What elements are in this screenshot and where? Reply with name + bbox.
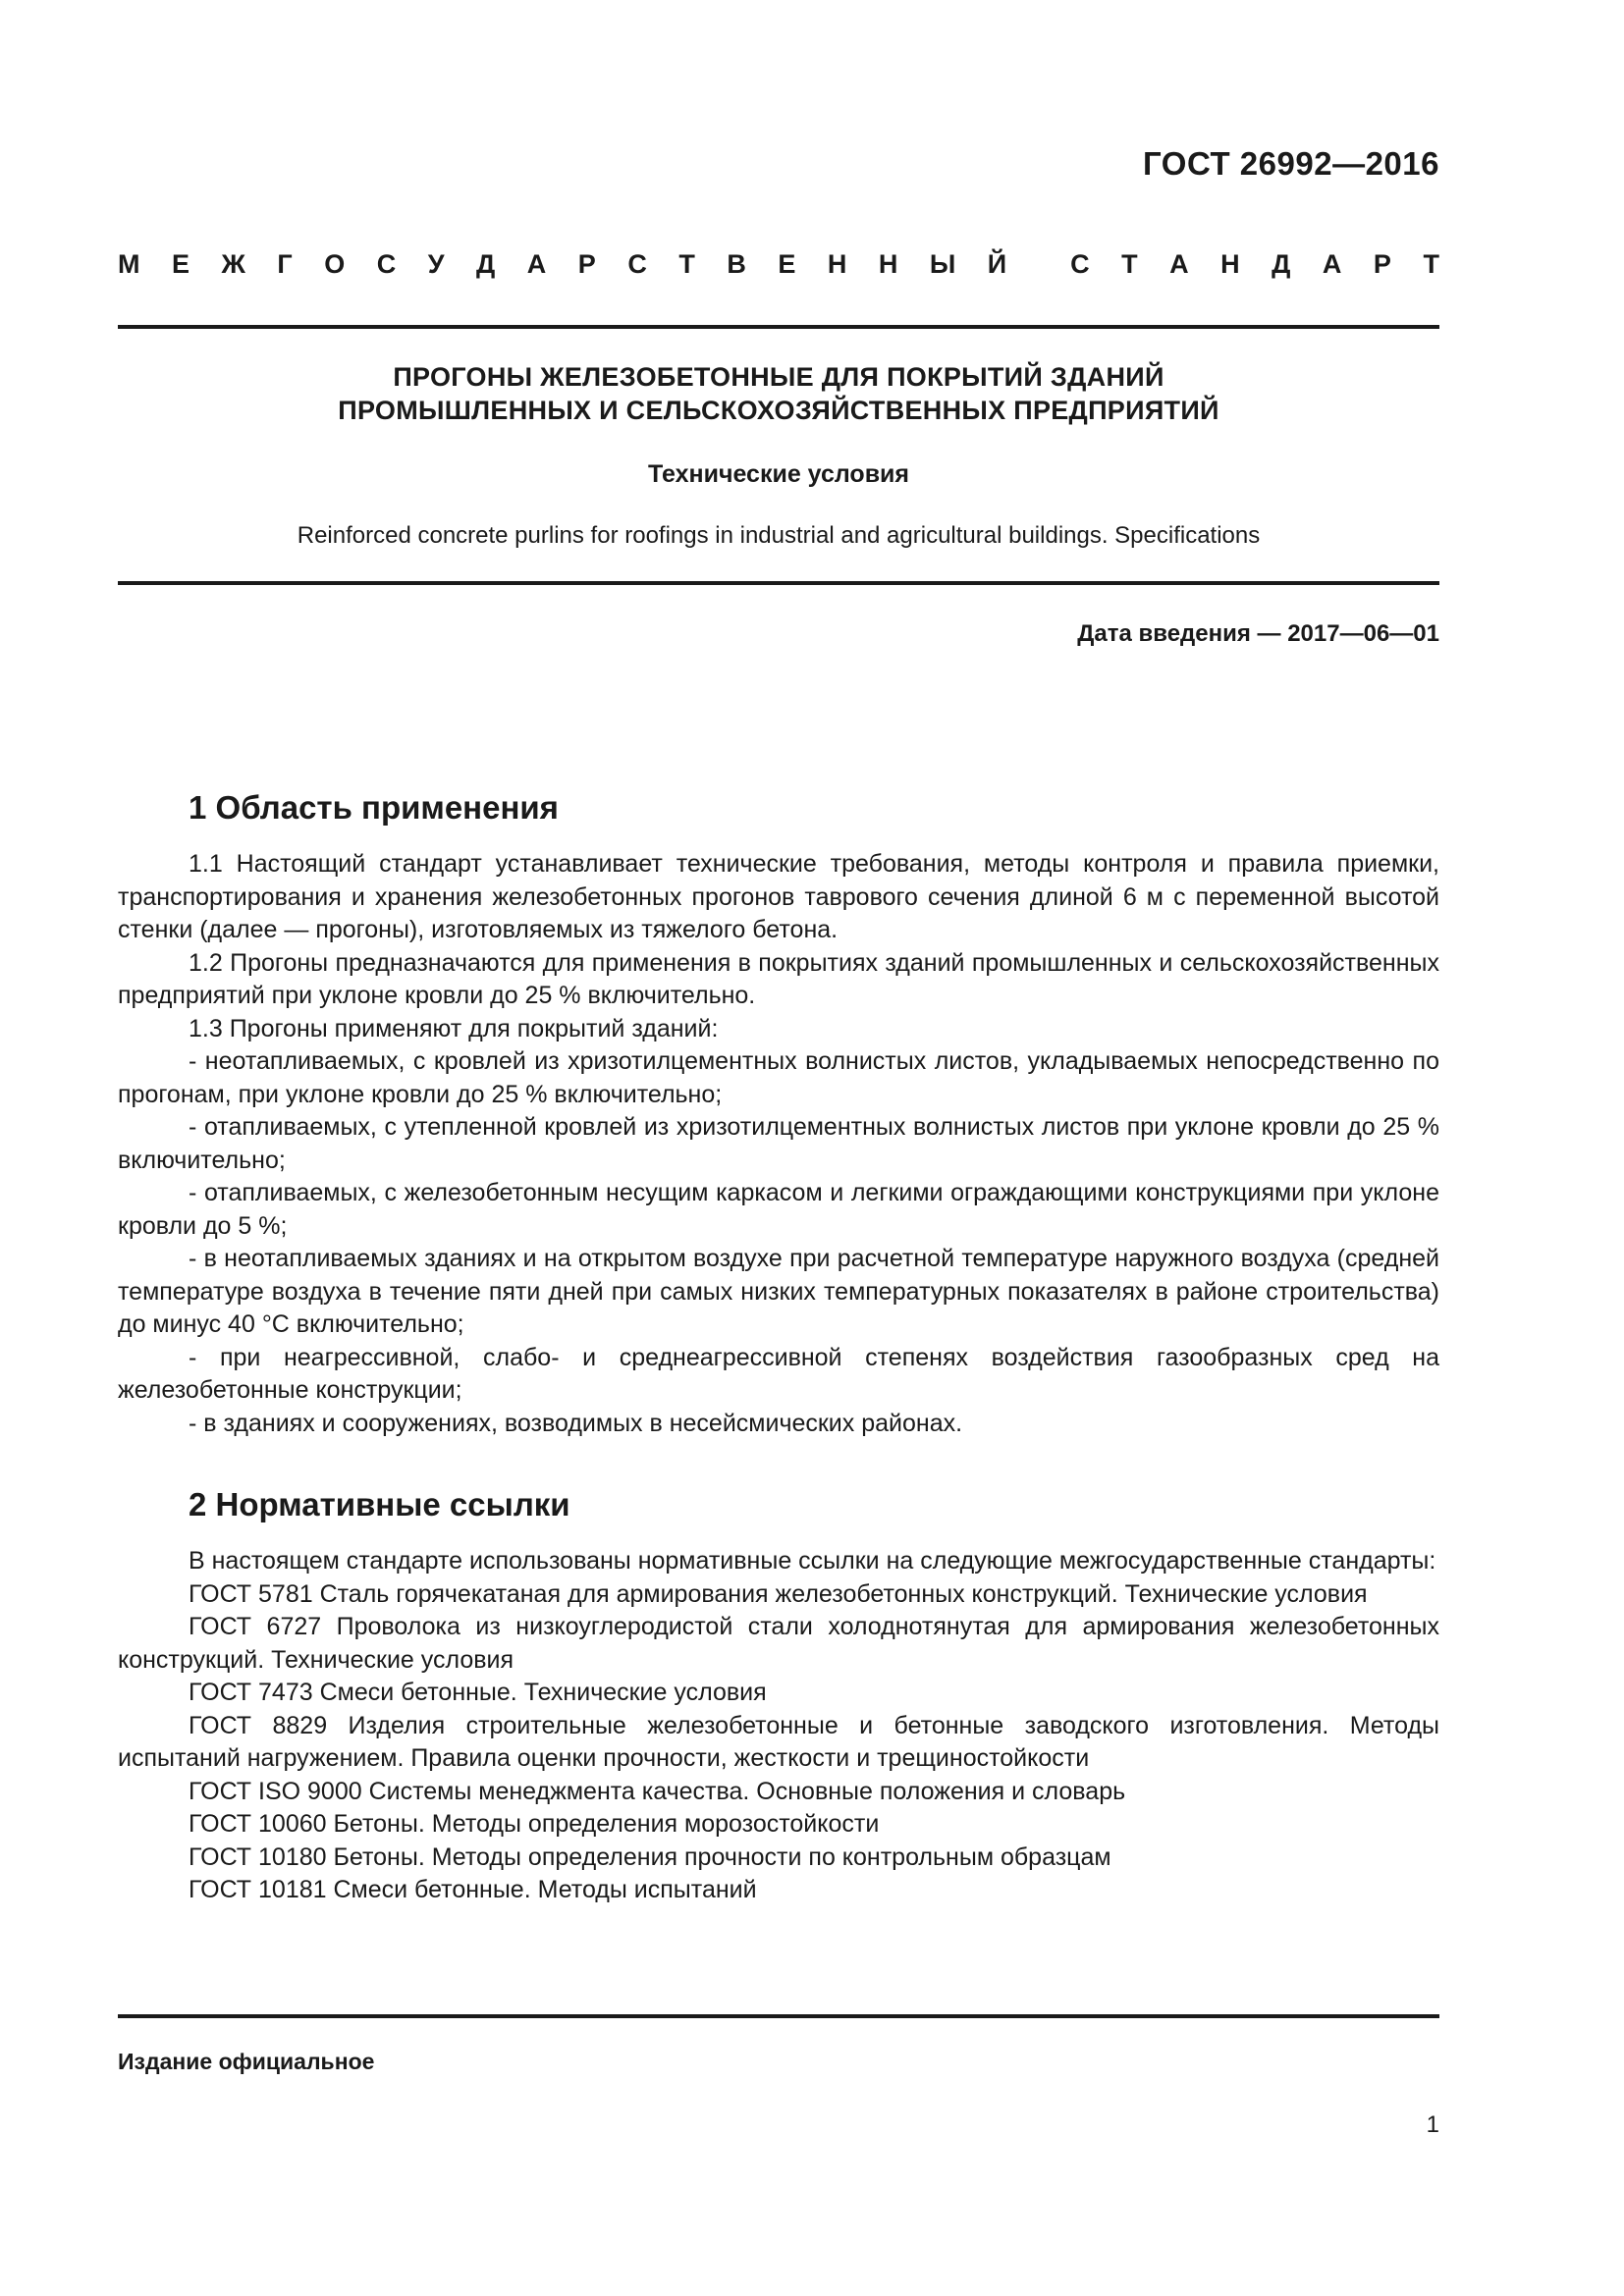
standard-type-letter: Н bbox=[827, 249, 847, 279]
footer-divider bbox=[118, 2014, 1439, 2018]
list-item: - неотапливаемых, с кровлей из хризотилцементных волнистых листов, укладываемых непосредственно по прогонам, при уклоне кровли до 25 % включительно; bbox=[118, 1047, 1439, 1108]
standard-type-letter: Р bbox=[1373, 249, 1391, 279]
standard-type-letter: А bbox=[1322, 249, 1342, 279]
reference-item: ГОСТ 7473 Смеси бетонные. Технические условия bbox=[189, 1679, 767, 1706]
document-title bbox=[118, 360, 1439, 427]
standard-type-letter: Й bbox=[987, 249, 1007, 279]
standard-type-letter: С bbox=[1070, 249, 1090, 279]
introduction-date: Дата введения — 2017—06—01 bbox=[1077, 620, 1439, 647]
top-divider bbox=[118, 325, 1439, 329]
document-subtitle: Технические условия bbox=[647, 460, 910, 488]
title-line-2: ПРОМЫШЛЕННЫХ И СЕЛЬСКОХОЗЯЙСТВЕННЫХ ПРЕДПРИЯТИЙ bbox=[338, 396, 1219, 425]
standard-type-letter: Ы bbox=[929, 249, 956, 279]
section-1-heading-block bbox=[118, 788, 1439, 828]
standard-type-letter: Д bbox=[1272, 249, 1291, 279]
standard-type-letter: Н bbox=[1220, 249, 1240, 279]
standard-type-letter: Ж bbox=[221, 249, 245, 279]
title-line-1: ПРОГОНЫ ЖЕЛЕЗОБЕТОННЫЕ ДЛЯ ПОКРЫТИЙ ЗДАНИЙ bbox=[393, 362, 1164, 392]
standard-type-letter: Е bbox=[172, 249, 190, 279]
reference-item: ГОСТ 10180 Бетоны. Методы определения прочности по контрольным образцам bbox=[189, 1842, 1111, 1871]
paragraph: В настоящем стандарте использованы нормативные ссылки на следующие межгосударственные стандарты: bbox=[189, 1547, 1436, 1575]
standard-type-letter: Т bbox=[1423, 249, 1439, 279]
standard-type-letter: С bbox=[376, 249, 397, 279]
standard-type-letter: Р bbox=[577, 249, 596, 279]
reference-item: ГОСТ 8829 Изделия строительные железобетонные и бетонные заводского изготовления. Методы испытаний нагружением. Правила оценки прочности, жесткости и трещиностойкости bbox=[118, 1711, 1439, 1772]
document-code: ГОСТ 26992—2016 bbox=[1143, 145, 1439, 182]
list-item: - отапливаемых, с утепленной кровлей из хризотилцементных волнистых листов при уклоне кровли до 25 % включительно; bbox=[118, 1113, 1439, 1174]
standard-type-letter: Е bbox=[778, 249, 796, 279]
reference-item: ГОСТ ISO 9000 Системы менеджмента качества. Основные положения и словарь bbox=[189, 1777, 1126, 1805]
page-number: 1 bbox=[1426, 2111, 1439, 2138]
section-2-heading-block bbox=[118, 1485, 1439, 1524]
section-2-body bbox=[118, 1545, 1439, 1907]
standard-type-letter: У bbox=[427, 249, 445, 279]
paragraph: 1.1 Настоящий стандарт устанавливает технические требования, методы контроля и правила приемки, транспортирования и хранения железобетонных прогонов таврового сечения длиной 6 м с переменной высотой стенки (далее — прогоны), изготовляемых из тяжелого бетона. bbox=[118, 850, 1439, 943]
list-item: - отапливаемых, с железобетонным несущим каркасом и легкими ограждающими конструкциями при уклоне кровли до 5 %; bbox=[118, 1179, 1439, 1240]
section-2-heading: 2 Нормативные ссылки bbox=[189, 1486, 570, 1522]
standard-type-letter: М bbox=[118, 249, 140, 279]
standard-type-letter: Г bbox=[277, 249, 293, 279]
standard-type-letter: Д bbox=[476, 249, 496, 279]
english-title: Reinforced concrete purlins for roofings in industrial and agricultural buildings. Specifications bbox=[297, 522, 1261, 549]
standard-type-heading bbox=[118, 249, 1439, 280]
standard-type-letter: Т bbox=[1121, 249, 1138, 279]
standard-type-letter: А bbox=[1169, 249, 1189, 279]
standard-type-letter: О bbox=[324, 249, 346, 279]
reference-item: ГОСТ 10181 Смеси бетонные. Методы испытаний bbox=[189, 1876, 757, 1903]
section-1-body bbox=[118, 848, 1439, 1440]
standard-type-letter: Н bbox=[878, 249, 898, 279]
section-1-heading: 1 Область применения bbox=[189, 789, 559, 826]
reference-item: ГОСТ 5781 Сталь горячекатаная для армирования железобетонных конструкций. Технические условия bbox=[189, 1579, 1368, 1608]
standard-type-letter: В bbox=[727, 249, 746, 279]
standard-type-letter: А bbox=[526, 249, 547, 279]
paragraph: 1.2 Прогоны предназначаются для применения в покрытиях зданий промышленных и сельскохозяйственных предприятий при уклоне кровли до 25 % включительно. bbox=[118, 948, 1439, 1009]
reference-item: ГОСТ 10060 Бетоны. Методы определения морозостойкости bbox=[189, 1810, 880, 1838]
list-item: - в зданиях и сооружениях, возводимых в несейсмических районах. bbox=[189, 1409, 963, 1437]
standard-type-letter: Т bbox=[678, 249, 695, 279]
standard-type-letter: С bbox=[627, 249, 647, 279]
list-item: - в неотапливаемых зданиях и на открытом воздухе при расчетной температуре наружного воздуха (средней температуре воздуха в течение пяти дней при самых низких температурных показателях в районе строительства) до минус 40 °С включительно; bbox=[118, 1245, 1439, 1338]
paragraph: 1.3 Прогоны применяют для покрытий зданий: bbox=[189, 1014, 719, 1042]
reference-item: ГОСТ 6727 Проволока из низкоуглеродистой стали холоднотянутая для армирования железобетонных конструкций. Технические условия bbox=[118, 1613, 1439, 1674]
list-item: - при неагрессивной, слабо- и среднеагрессивной степенях воздействия газообразных сред на железобетонные конструкции; bbox=[118, 1343, 1439, 1404]
edition-label: Издание официальное bbox=[118, 2049, 375, 2074]
title-divider bbox=[118, 581, 1439, 585]
